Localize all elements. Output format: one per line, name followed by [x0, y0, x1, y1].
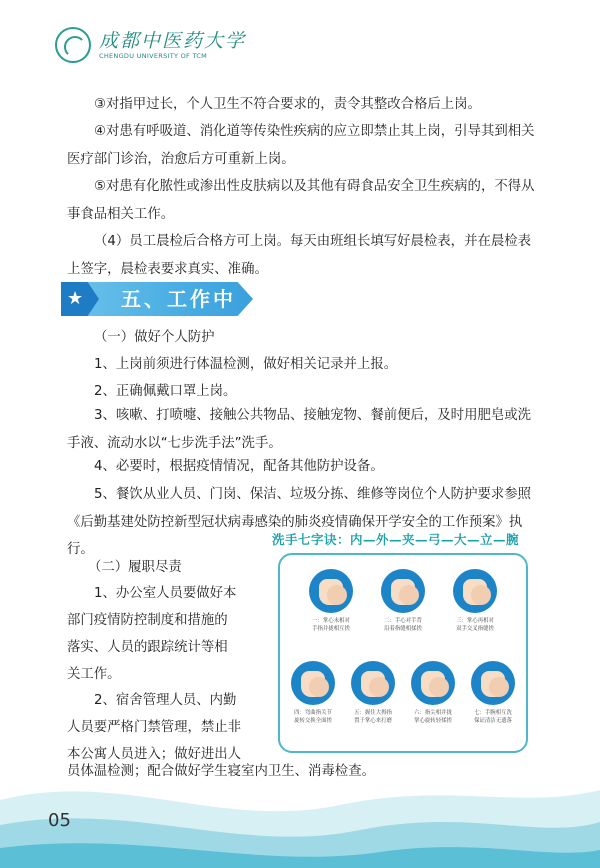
- step-caption: 四：弯曲指关节: [294, 710, 332, 716]
- header: [55, 22, 246, 68]
- handwash-step-icon: [411, 661, 455, 705]
- step-1: [300, 569, 362, 633]
- handwash-step-icon: [351, 661, 395, 705]
- footer-waves: [0, 760, 600, 868]
- step-caption: 掌心旋转轻揉搓: [414, 718, 452, 724]
- subsection-1-heading: （一）做好个人防护: [94, 330, 215, 345]
- paragraph-morning-check: （4）员工晨检后合格方可上岗。每天由班组长填写好晨检表，并在晨检表上签字，晨检表要求真实、准确。: [67, 234, 532, 277]
- duty-item-2-line: 人员要严格门禁管理，禁止非: [67, 720, 242, 735]
- handwash-step-icon: [453, 569, 497, 613]
- step-caption: 七：手腕相互洗: [474, 710, 512, 716]
- page-number: 05: [48, 810, 71, 831]
- protection-item-4: 4、必要时，根据疫情情况，配备其他防护设备。: [94, 459, 384, 474]
- handwash-step-icon: [309, 569, 353, 613]
- handwash-step-icon: [471, 661, 515, 705]
- star-icon: ★: [67, 288, 84, 309]
- protection-item-3: 3、咳嗽、打喷嚏、接触公共物品、接触宠物、餐前便后，及时用肥皂或洗手液、流动水以“七步洗手法”洗手。: [67, 408, 532, 451]
- duty-item-2-line: 本公寓人员进入；做好进出人: [67, 747, 242, 762]
- protection-item-5: 5、餐饮从业人员、门岗、保洁、垃圾分拣、维修等岗位个人防护要求参照《后勤基建处防控新型冠状病毒感染的肺炎疫情确保开学安全的工作预案》执行。: [67, 487, 532, 557]
- step-caption: 二：手心对手背: [384, 618, 422, 624]
- step-6: [402, 661, 464, 725]
- duty-item-1-line: 1、办公室人员要做好本: [94, 586, 237, 601]
- paragraph-item-5: ⑤对患有化脓性或渗出性皮肤病以及其他有碍食品安全卫生疾病的，不得从事食品相关工作。: [67, 179, 535, 222]
- protection-item-1: 1、上岗前须进行体温检测，做好相关记录并上报。: [94, 357, 398, 372]
- paragraph-item-3: ③对指甲过长，个人卫生不符合要求的，责令其整改合格后上岗。: [94, 97, 481, 112]
- duty-item-2-line: 2、宿舍管理人员、内勤: [94, 693, 237, 708]
- duty-item-1-line: 关工作。: [67, 667, 121, 682]
- subsection-2-heading: （二）履职尽责: [88, 560, 182, 575]
- handwash-step-icon: [291, 661, 335, 705]
- step-4: [282, 661, 344, 725]
- paragraph-item-4: ④对患有呼吸道、消化道等传染性疾病的应立即禁止其上岗，引导其到相关医疗部门诊治，治愈后方可重新上岗。: [67, 124, 535, 167]
- poster-title: 洗手七字诀：内—外—夹—弓—大—立—腕: [272, 532, 520, 547]
- duty-item-2-last-line: 员体温检测；配合做好学生寝室内卫生、消毒检查。: [67, 764, 375, 779]
- university-logo-icon: [55, 27, 91, 63]
- protection-item-2: 2、正确佩戴口罩上岗。: [94, 384, 237, 399]
- step-caption: 双手交叉指缝搓: [456, 626, 494, 632]
- step-caption: 手指并拢相互搓: [312, 626, 350, 632]
- step-caption: 保证清洁无遗落: [474, 718, 512, 724]
- step-caption: 一：掌心未相对: [312, 618, 350, 624]
- duty-item-1-line: 部门疫情防控制度和措施的: [67, 613, 228, 628]
- step-3: [444, 569, 506, 633]
- step-caption: 旋转交换全面搓: [294, 718, 332, 724]
- handwash-step-icon: [381, 569, 425, 613]
- step-5: [342, 661, 404, 725]
- step-7: [462, 661, 524, 725]
- step-caption: 三：掌心再相对: [456, 618, 494, 624]
- step-caption: 沿着指缝相揉搓: [384, 626, 422, 632]
- logo-chinese-name: 成都中医药大学: [99, 29, 247, 52]
- step-caption: 置于掌心来打磨: [354, 718, 392, 724]
- duty-item-1-line: 落实、人员的跟踪统计等相: [67, 640, 228, 655]
- duty-item-2: [67, 687, 277, 768]
- duty-item-1: [67, 580, 272, 688]
- step-caption: 六：指尖相并拢: [414, 710, 452, 716]
- step-caption: 五：握住大拇指: [354, 710, 392, 716]
- section-title: 五、工作中: [121, 287, 236, 311]
- logo-text: [99, 30, 246, 61]
- section-banner: [61, 282, 253, 316]
- logo-english-name: CHENGDU UNIVERSITY OF TCM: [99, 51, 208, 60]
- handwashing-poster: [278, 553, 528, 753]
- step-2: [372, 569, 434, 633]
